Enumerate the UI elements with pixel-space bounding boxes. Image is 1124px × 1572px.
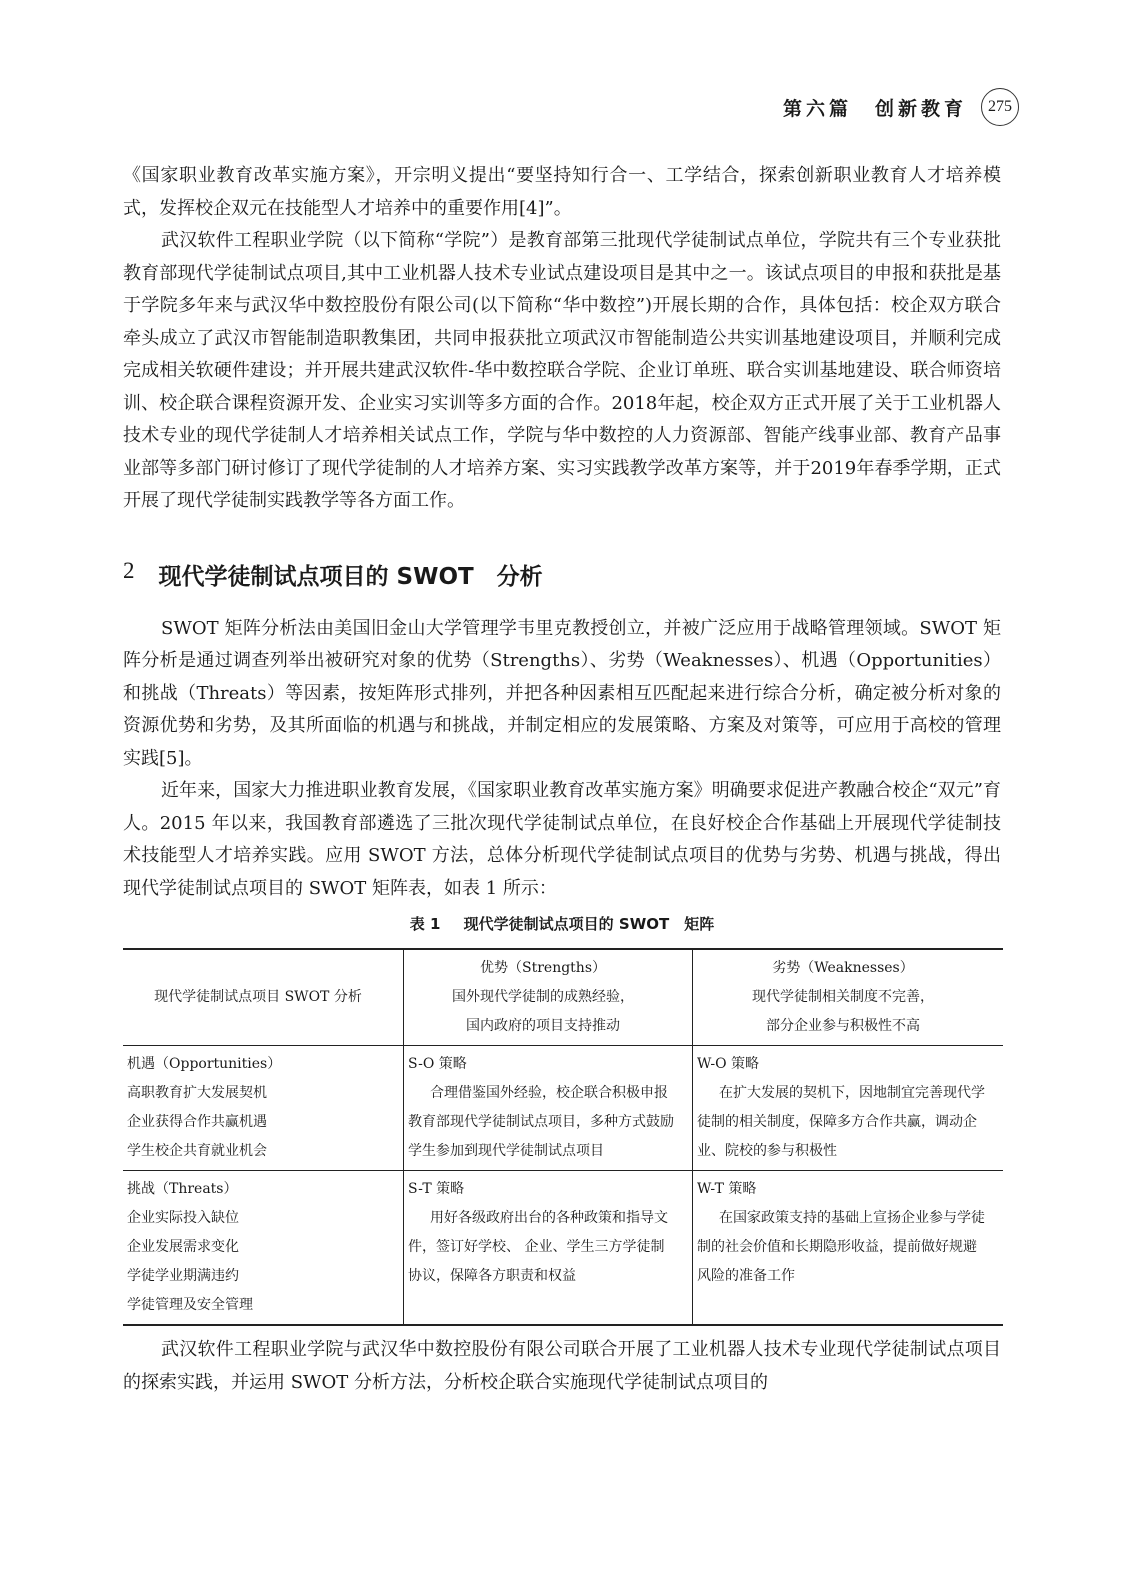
paragraph: 近年来，国家大力推进职业教育发展，《国家职业教育改革实施方案》明确要求促进产教融合校企“双元”育人。2015 年以来，我国教育部遴选了三批次现代学徒制试点单位，在良好校企合作基础上开展现代学徒制技术技能型人才培养实践。应用 SWOT 方法，总体分析现代学徒制试点项目的优势与劣势、机遇与挑战，得出现代学徒制试点项目的 SWOT 矩阵表，如表 1 所示： xyxy=(123,780,1001,899)
table-caption xyxy=(123,913,1001,934)
table-header-row xyxy=(123,949,1003,1046)
table-caption-title: 现代学徒制试点项目的 SWOT 矩阵 xyxy=(463,915,715,933)
table-cell xyxy=(123,1171,404,1326)
header-title: 第六篇 创新教育 xyxy=(782,97,967,120)
opportunity-item: 企业获得合作共赢机遇 xyxy=(127,1114,267,1130)
table-cell xyxy=(404,949,693,1046)
table-cell xyxy=(693,949,1004,1046)
table-cell: 现代学徒制试点项目 SWOT 分析 xyxy=(123,949,404,1046)
table-row xyxy=(123,1171,1003,1326)
running-header xyxy=(783,88,1019,126)
opportunity-item: 高职教育扩大发展契机 xyxy=(127,1085,267,1101)
wo-strategy-title: W-O 策略 xyxy=(697,1056,760,1072)
so-strategy-title: S-O 策略 xyxy=(408,1056,467,1072)
table-cell xyxy=(693,1046,1004,1171)
paragraph: SWOT 矩阵分析法由美国旧金山大学管理学韦里克教授创立，并被广泛应用于战略管理领域。SWOT 矩阵分析是通过调查列举出被研究对象的优势（Strengths）、劣势（Weaknesses）、机遇（Opportunities）和挑战（Threats）等因素，按矩阵形式排列，并把各种因素相互匹配起来进行综合分析，确定被分析对象的资源优势和劣势，及其所面临的机遇与和挑战，并制定相应的发展策略、方案及对策等，可应用于高校的管理实践[5]。 xyxy=(123,617,1001,769)
table-caption-number: 表 1 xyxy=(409,915,441,933)
threat-item: 企业实际投入缺位 xyxy=(127,1210,239,1226)
opportunity-item: 学生校企共育就业机会 xyxy=(127,1143,267,1159)
table-row xyxy=(123,1046,1003,1171)
paragraph: 《国家职业教育改革实施方案》，开宗明义提出“要坚持知行合一、工学结合，探索创新职业教育人才培养模式，发挥校企双元在技能型人才培养中的重要作用[4]”。 xyxy=(123,165,1001,219)
page-body xyxy=(123,160,1001,1399)
opportunities-title: 机遇（Opportunities） xyxy=(127,1056,282,1072)
strengths-title: 优势（Strengths） xyxy=(480,960,606,976)
table-cell xyxy=(404,1171,693,1326)
wo-strategy-text: 在扩大发展的契机下，因地制宜完善现代学徒制的相关制度，保障多方合作共赢，调动企业、院校的参与积极性 xyxy=(697,1085,985,1159)
swot-table xyxy=(123,948,1003,1326)
threat-item: 学徒学业期满违约 xyxy=(127,1268,239,1284)
paragraph: 武汉软件工程职业学院（以下简称“学院”）是教育部第三批现代学徒制试点单位，学院共有三个专业获批教育部现代学徒制试点项目,其中工业机器人技术专业试点建设项目是其中之一。该试点项目的申报和获批是基于学院多年来与武汉华中数控股份有限公司(以下简称“华中数控”)开展长期的合作，具体包括：校企双方联合牵头成立了武汉市智能制造职教集团，共同申报获批立项武汉市智能制造公共实训基地建设项目，并顺利完成完成相关软硬件建设；并开展共建武汉软件-华中数控联合学院、企业订单班、联合实训基地建设、联合师资培训、校企联合课程资源开发、企业实习实训等多方面的合作。2018年起，校企双方正式开展了关于工业机器人技术专业的现代学徒制人才培养相关试点工作，学院与华中数控的人力资源部、智能产线事业部、教育产品事业部等多部门研讨修订了现代学徒制的人才培养方案、实习实践教学改革方案等，并于2019年春季学期，正式开展了现代学徒制实践教学等各方面工作。 xyxy=(123,230,1001,511)
weaknesses-title: 劣势（Weaknesses） xyxy=(772,960,914,976)
section-heading xyxy=(123,558,1001,591)
so-strategy-text: 合理借鉴国外经验，校企联合积极申报教育部现代学徒制试点项目，多种方式鼓励学生参加到现代学徒制试点项目 xyxy=(408,1085,674,1159)
page-number: 275 xyxy=(981,88,1019,126)
wt-strategy-title: W-T 策略 xyxy=(697,1181,757,1197)
threats-title: 挑战（Threats） xyxy=(127,1181,238,1197)
section-title: 现代学徒制试点项目的 SWOT 分析 xyxy=(158,563,543,590)
weaknesses-line: 现代学徒制相关制度不完善， xyxy=(752,989,934,1005)
weaknesses-line: 部分企业参与积极性不高 xyxy=(766,1018,920,1034)
threat-item: 企业发展需求变化 xyxy=(127,1239,239,1255)
st-strategy-text: 用好各级政府出台的各种政策和指导文件，签订好学校、 企业、学生三方学徒制协议，保障各方职责和权益 xyxy=(408,1210,668,1284)
section-number: 2 xyxy=(123,557,135,583)
wt-strategy-text: 在国家政策支持的基础上宣扬企业参与学徒制的社会价值和长期隐形收益，提前做好规避风险的准备工作 xyxy=(697,1210,985,1284)
table-cell xyxy=(693,1171,1004,1326)
strengths-line: 国内政府的项目支持推动 xyxy=(466,1018,620,1034)
threat-item: 学徒管理及安全管理 xyxy=(127,1297,253,1313)
paragraph: 武汉软件工程职业学院与武汉华中数控股份有限公司联合开展了工业机器人技术专业现代学徒制试点项目的探索实践，并运用 SWOT 分析方法，分析校企联合实施现代学徒制试点项目的 xyxy=(123,1339,1001,1393)
strengths-line: 国外现代学徒制的成熟经验， xyxy=(452,989,634,1005)
st-strategy-title: S-T 策略 xyxy=(408,1181,465,1197)
table-cell xyxy=(123,1046,404,1171)
table-cell xyxy=(404,1046,693,1171)
